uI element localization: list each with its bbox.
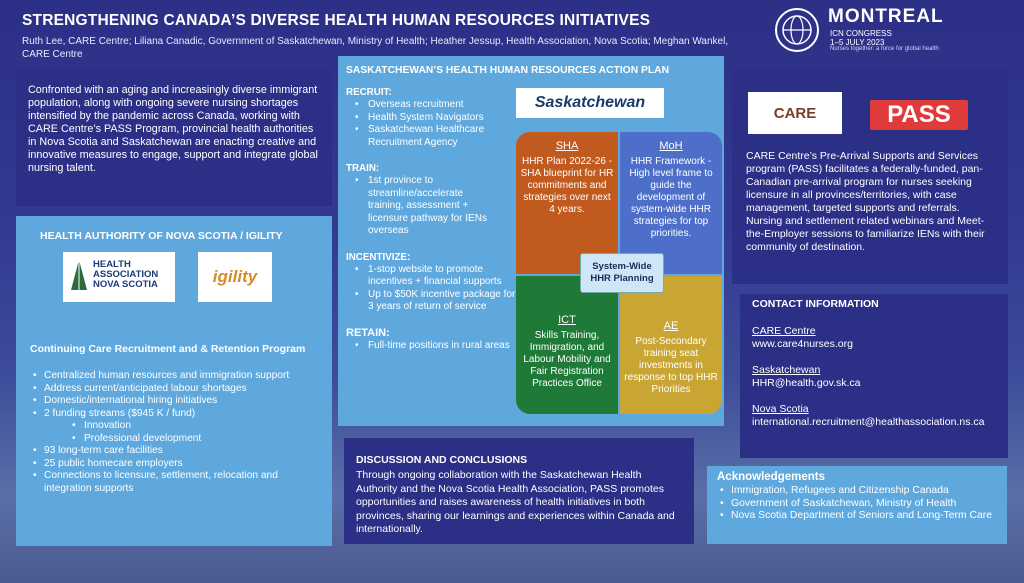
quadrant-text: Skills Training, Immigration, and Labour Mobility and Fair Registration Practices Office	[523, 330, 611, 389]
quadrant-title: ICT	[558, 314, 576, 326]
contact-heading: CONTACT INFORMATION	[752, 298, 879, 310]
incentivize-list	[346, 264, 518, 314]
acknowledgements-panel	[707, 466, 1007, 544]
ns-list	[30, 370, 318, 420]
health-association-logo: HEALTH ASSOCIATION NOVA SCOTIA	[63, 252, 175, 302]
list-item: • Connections to licensure, settlement, relocation and integration supports	[30, 470, 318, 495]
list-item: • 25 public homecare employers	[30, 458, 318, 471]
ns-subheading: Continuing Care Recruitment and & Retention Program	[30, 343, 306, 355]
quadrant-title: AE	[663, 320, 679, 332]
train-list	[346, 175, 496, 238]
recruit-list	[346, 99, 516, 149]
list-item: • Domestic/international hiring initiatives	[30, 395, 318, 408]
authors: Ruth Lee, CARE Centre; Liliana Canadic, Government of Saskatchewan, Ministry of Health; Heather Jessup, Health Association, Nova Scotia; Meghan Wankel, CARE Centre	[22, 36, 729, 60]
intro-panel: Confronted with an aging and increasingly diverse immigrant population, along with ongoing severe nursing shortages intensified by the pandemic across Canada, working with CARE Centre’s PASS Program, provincial health authorities in Nova Scotia and Saskatchewan are enacting creative and innovative measures to engage, support and integrate global nursing talent.	[16, 70, 332, 206]
ack-list	[717, 485, 997, 523]
ns-list-2	[30, 445, 318, 495]
list-item: • Nova Scotia Department of Seniors and Long-Term Care	[717, 510, 997, 523]
quadrant-text: HHR Plan 2022-26 - SHA blueprint for HR commitments and strategies over next 4 years.	[520, 156, 614, 215]
list-item: • Full-time positions in rural areas	[346, 340, 518, 353]
list-item: • Innovation	[30, 420, 318, 433]
list-item: • 1-stop website to promote incentives + financial supports	[346, 264, 518, 289]
list-item: • Government of Saskatchewan, Ministry of Health	[717, 498, 997, 511]
quadrant-ae	[620, 276, 722, 414]
list-item: • Overseas recruitment	[346, 99, 516, 112]
list-item: • Centralized human resources and immigration support	[30, 370, 318, 383]
logo-city: MONTREAL	[828, 6, 944, 27]
contact-email[interactable]: international.recruitment@healthassociation.ns.ca	[752, 416, 985, 428]
care-centre-logo: CARE	[748, 92, 842, 134]
list-item: • 93 long-term care facilities	[30, 445, 318, 458]
quadrant-text: HHR Framework - High level frame to guide the development of system-wide HHR strategies for top priorities.	[629, 156, 713, 239]
contact-org: Nova Scotia	[752, 403, 809, 415]
train-label: TRAIN:	[346, 163, 380, 174]
quadrant-title: SHA	[555, 140, 579, 152]
poster-title: STRENGTHENING CANADA’S DIVERSE HEALTH HUMAN RESOURCES INITIATIVES	[22, 12, 651, 29]
pass-text: CARE Centre’s Pre-Arrival Supports and Services program (PASS) facilitates a federally-funded, pan-Canadian pre-arrival program for nurses seeking licensure in all provinces/territories, with case management, targeted supports and referrals. Nursing and settlement related webinars and Meet-the-Employer sessions to familiarize IENs with their community of destination.	[746, 150, 985, 253]
discussion-heading: DISCUSSION AND CONCLUSIONS	[356, 454, 528, 466]
discussion-panel	[344, 438, 694, 544]
quadrant-ict	[516, 276, 618, 414]
contact-panel	[740, 294, 1008, 458]
list-item: • Up to $50K incentive package for 3 years of return of service	[346, 289, 518, 314]
list-item: • Professional development	[30, 433, 318, 446]
incentivize-label: INCENTIVIZE:	[346, 251, 411, 263]
contact-link[interactable]: www.care4nurses.org	[752, 338, 853, 350]
igility-logo: igility	[198, 252, 272, 302]
list-item: • 1st province to streamline/accelerate training, assessment + licensure pathway for IENs overseas	[346, 175, 496, 238]
list-item: • 2 funding streams ($945 K / fund)	[30, 408, 318, 421]
contact-org: Saskatchewan	[752, 364, 821, 376]
list-item: • Saskatchewan Healthcare Recruitment Agency	[346, 124, 516, 149]
list-item: • Address current/anticipated labour shortages	[30, 383, 318, 396]
list-item: • Immigration, Refugees and Citizenship Canada	[717, 485, 997, 498]
contact-org: CARE Centre	[752, 325, 816, 337]
contact-email[interactable]: HHR@health.gov.sk.ca	[752, 377, 861, 389]
logo-tagline: Nurses together: a force for global health	[830, 46, 939, 52]
ack-heading: Acknowledgements	[717, 471, 825, 483]
globe-icon	[775, 8, 819, 52]
ns-heading: HEALTH AUTHORITY OF NOVA SCOTIA / IGILITY	[40, 230, 283, 242]
saskatchewan-logo: Saskatchewan	[516, 88, 664, 118]
quadrant-title: MoH	[659, 140, 683, 152]
recruit-label: RECRUIT:	[346, 87, 392, 98]
quadrant-text: Post-Secondary training seat investments in response to top HHR Priorities	[624, 336, 718, 395]
system-wide-planning-label: System-Wide HHR Planning	[580, 253, 664, 293]
retain-list	[346, 340, 518, 353]
retain-label: RETAIN:	[346, 326, 390, 339]
ns-sublist	[30, 420, 318, 445]
list-item: • Health System Navigators	[346, 112, 516, 125]
discussion-text: Through ongoing collaboration with the Saskatchewan Health Authority and the Nova Scotia Health Association, PASS promotes opportunities and raises awareness of health initiatives in both provinces, sharing our learnings and experiences within Canada and internationally.	[356, 469, 675, 535]
pass-logo: PASS	[870, 100, 968, 130]
plan-heading: SASKATCHEWAN’S HEALTH HUMAN RESOURCES ACTION PLAN	[346, 65, 670, 76]
logo-event: ICN CONGRESS 1–5 JULY 2023	[830, 29, 892, 47]
